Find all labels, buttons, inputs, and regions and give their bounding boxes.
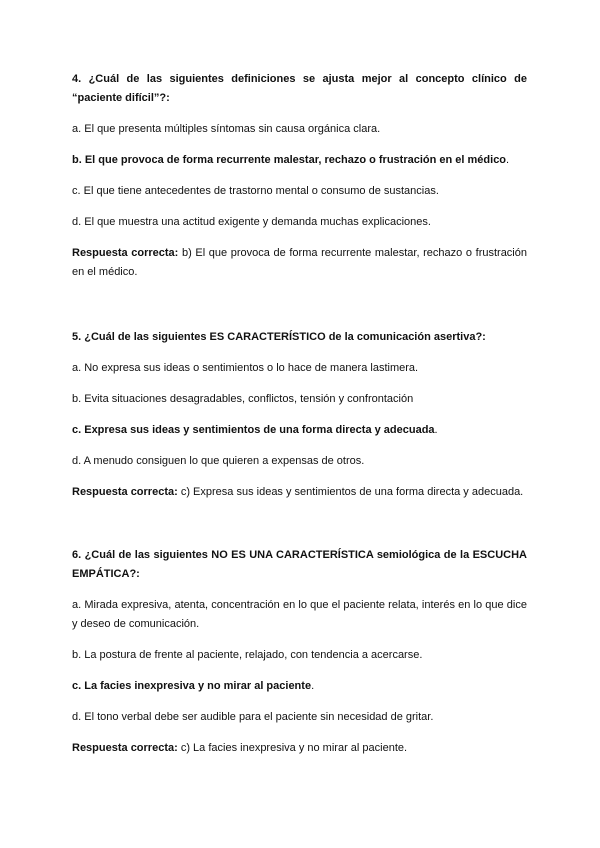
answer-text: b) El que provoca de forma recurrente malestar, rechazo o frustración en el médico. bbox=[72, 247, 527, 278]
answer-text: c) La facies inexpresiva y no mirar al paciente. bbox=[177, 742, 408, 754]
option-b: b. Evita situaciones desagradables, conflictos, tensión y confrontación bbox=[72, 393, 414, 405]
question-title: 5. ¿Cuál de las siguientes ES CARACTERÍSTICO de la comunicación asertiva?: bbox=[72, 331, 486, 343]
correct-answer bbox=[72, 244, 527, 282]
option-a: a. El que presenta múltiples síntomas sin causa orgánica clara. bbox=[72, 123, 381, 135]
question-5 bbox=[72, 328, 527, 502]
option-b: b. La postura de frente al paciente, relajado, con tendencia a acercarse. bbox=[72, 649, 423, 661]
question-6 bbox=[72, 546, 527, 758]
option-d: d. A menudo consiguen lo que quieren a expensas de otros. bbox=[72, 455, 365, 467]
option-c-correct: c. Expresa sus ideas y sentimientos de una forma directa y adecuada. bbox=[72, 424, 438, 436]
option-a: a. Mirada expresiva, atenta, concentración en lo que el paciente relata, interés en lo que dice y deseo de comunicación. bbox=[72, 599, 527, 630]
question-4 bbox=[72, 70, 527, 282]
answer-label: Respuesta correcta: bbox=[72, 486, 178, 498]
option-b-correct: b. El que provoca de forma recurrente malestar, rechazo o frustración en el médico. bbox=[72, 154, 510, 166]
question-title: 6. ¿Cuál de las siguientes NO ES UNA CARACTERÍSTICA semiológica de la ESCUCHA EMPÁTICA?: bbox=[72, 549, 527, 580]
answer-text: c) Expresa sus ideas y sentimientos de una forma directa y adecuada. bbox=[177, 486, 524, 498]
correct-answer bbox=[72, 739, 527, 758]
answer-label: Respuesta correcta: bbox=[72, 247, 179, 259]
question-title: 4. ¿Cuál de las siguientes definiciones se ajusta mejor al concepto clínico de “paciente difícil”?: bbox=[72, 73, 527, 104]
answer-label: Respuesta correcta: bbox=[72, 742, 178, 754]
option-a: a. No expresa sus ideas o sentimientos o lo hace de manera lastimera. bbox=[72, 362, 419, 374]
option-d: d. El tono verbal debe ser audible para el paciente sin necesidad de gritar. bbox=[72, 711, 434, 723]
option-d: d. El que muestra una actitud exigente y demanda muchas explicaciones. bbox=[72, 216, 431, 228]
correct-answer bbox=[72, 483, 527, 502]
option-c-correct: c. La facies inexpresiva y no mirar al paciente. bbox=[72, 680, 315, 692]
option-c: c. El que tiene antecedentes de trastorno mental o consumo de sustancias. bbox=[72, 185, 439, 197]
